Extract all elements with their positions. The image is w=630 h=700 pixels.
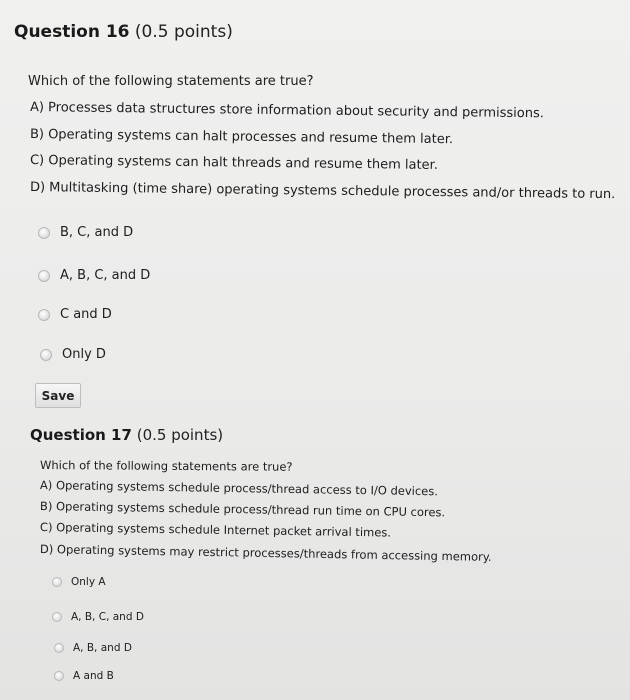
question-prompt: Which of the following statements are true? xyxy=(28,74,314,89)
answer-option-label: A and B xyxy=(73,670,114,682)
radio-button[interactable] xyxy=(54,643,64,653)
answer-option-label: Only A xyxy=(71,576,106,588)
question-16-title xyxy=(14,22,233,42)
answer-option-label: A, B, C, and D xyxy=(71,611,144,623)
radio-button[interactable] xyxy=(38,227,50,239)
answer-option-label: A, B, C, and D xyxy=(60,268,151,283)
answer-option-label: B, C, and D xyxy=(60,225,134,240)
save-button[interactable]: Save xyxy=(35,383,81,408)
answer-option[interactable] xyxy=(54,642,132,654)
statement-a: A) Operating systems schedule process/thread access to I/O devices. xyxy=(39,478,439,499)
answer-option[interactable] xyxy=(38,307,112,322)
radio-button[interactable] xyxy=(38,270,50,282)
answer-option[interactable] xyxy=(38,268,150,283)
question-number: Question 17 xyxy=(30,426,132,444)
question-points: (0.5 points) xyxy=(134,22,233,42)
question-prompt: Which of the following statements are true? xyxy=(39,458,293,474)
answer-option[interactable] xyxy=(52,611,144,623)
statement-b: B) Operating systems can halt processes and resume them later. xyxy=(29,127,454,148)
question-number: Question 16 xyxy=(14,22,130,42)
statement-d: D) Multitasking (time share) operating systems schedule processes and/or threads to run. xyxy=(29,180,616,203)
radio-button[interactable] xyxy=(40,349,52,361)
answer-option-label: C and D xyxy=(60,307,112,322)
question-17-title xyxy=(30,426,223,444)
statement-d: D) Operating systems may restrict processes/threads from accessing memory. xyxy=(39,542,492,564)
answer-option[interactable] xyxy=(38,225,133,240)
radio-button[interactable] xyxy=(38,309,50,321)
answer-option-label: A, B, and D xyxy=(73,642,132,654)
answer-option[interactable] xyxy=(40,347,106,362)
radio-button[interactable] xyxy=(52,612,62,622)
statement-a: A) Processes data structures store information about security and permissions. xyxy=(29,100,545,122)
answer-option-label: Only D xyxy=(62,347,106,362)
statement-b: B) Operating systems schedule process/thread run time on CPU cores. xyxy=(39,499,446,520)
statement-c: C) Operating systems can halt threads and resume them later. xyxy=(29,153,438,173)
answer-option[interactable] xyxy=(54,670,114,682)
radio-button[interactable] xyxy=(52,577,62,587)
question-points: (0.5 points) xyxy=(136,426,224,444)
answer-option[interactable] xyxy=(52,576,106,588)
radio-button[interactable] xyxy=(54,671,64,681)
statement-c: C) Operating systems schedule Internet packet arrival times. xyxy=(39,520,392,540)
